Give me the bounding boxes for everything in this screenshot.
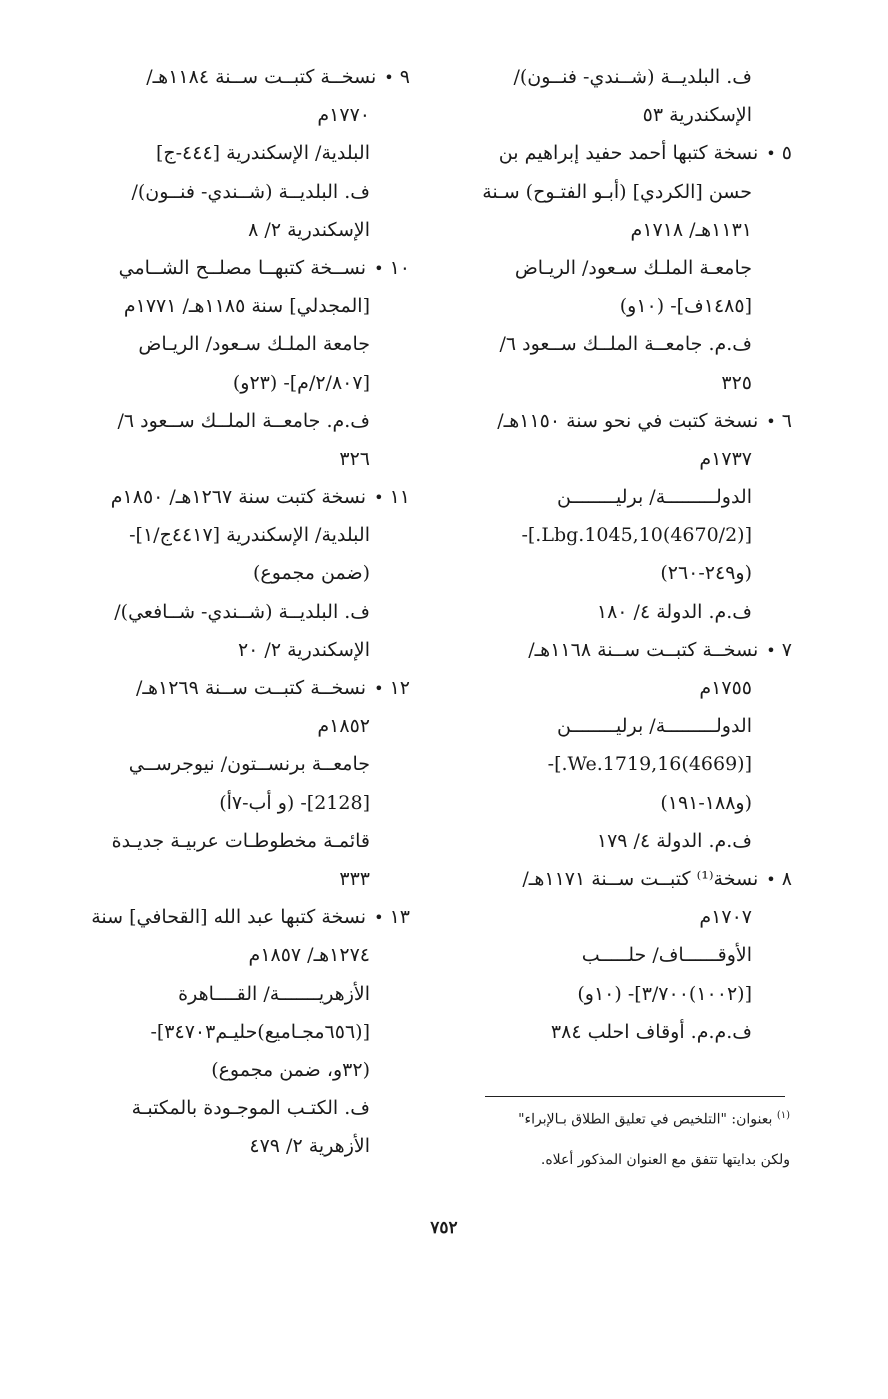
bullet-icon: • [766, 640, 776, 660]
entry-number: ٥ [781, 142, 792, 165]
entry-line [60, 1127, 410, 1165]
entry-line [452, 173, 792, 211]
entry-line [452, 134, 792, 172]
entry-line [452, 211, 792, 249]
entry-line [60, 975, 410, 1013]
entry-line [452, 822, 792, 860]
entry-line [60, 860, 410, 898]
footnote-text-1: بعنوان: "التلخيص في تعليق الطلاق بـالإبراء" [518, 1111, 773, 1128]
entry-line [452, 440, 792, 478]
entry-text: ١٧٥٥م [699, 677, 752, 699]
entry-text: [(4669)We.1719,16.]- [547, 753, 752, 776]
entry-text: ف.م. جامعــة الملــك ســعود ٦/ [117, 409, 370, 432]
entry-text: [١٤٨٥ف]- (١٠و) [619, 295, 752, 318]
entry-text: الدولـــــــــة/ برليــــــــن [556, 715, 752, 738]
entry-text: [٢/٨٠٧/م]- (٢٣و) [232, 371, 370, 394]
entry-number: ٨ [781, 867, 792, 890]
entry-line [452, 707, 792, 745]
entry-text: ف. البلديــة (شــندي- شــافعي)/ [114, 600, 370, 623]
entry-text: ف.م. جامعــة الملــك ســعود ٦/ [499, 333, 752, 356]
entry-line [60, 173, 410, 211]
entry-text: ١٧٣٧م [699, 447, 752, 470]
bullet-icon: • [374, 679, 384, 698]
entry-line [60, 593, 410, 631]
entry-line [60, 936, 410, 974]
entry-line [452, 593, 792, 631]
entry-line [452, 325, 792, 363]
entry-text: نسخة كتبها أحمد حفيد إبراهيم بن [498, 142, 759, 165]
entry-line [60, 1013, 410, 1051]
entry-text: ف. الكتـب الموجـودة بالمكتبـة [131, 1097, 370, 1120]
entry-text: الإسكندرية ٥٣ [642, 104, 752, 127]
entry-text: جامعــة برنســتون/ نيوجرســي [128, 753, 370, 776]
footnote-line-2 [440, 1152, 790, 1168]
entry-line [452, 249, 792, 287]
entry-text: ١٢٧٤هـ/ ١٨٥٧م [248, 944, 370, 967]
entry-text: ٣٢٦ [339, 447, 370, 470]
entry-line [452, 745, 792, 783]
entry-number: ٩ [399, 66, 410, 88]
entry-line [60, 898, 410, 936]
entry-line [452, 669, 792, 707]
entry-line [452, 478, 792, 516]
entry-number: ١٠ [389, 256, 410, 279]
entry-text: [المجدلي] سنة ١١٨٥هـ/ ١٧٧١م [123, 295, 370, 318]
entry-text: ف.م.م. أوقاف احلب ٣٨٤ [550, 1020, 752, 1043]
entry-line [60, 58, 410, 96]
entry-number: ١٢ [389, 677, 410, 699]
entry-text: نسخة كتبها عبد الله [القحافي] سنة [91, 906, 367, 929]
entry-line [60, 1051, 410, 1089]
bullet-icon: • [374, 258, 384, 278]
entry-text: نسخة⁽¹⁾ كتبــت ســنة ١١٧١هـ/ [522, 867, 759, 890]
entry-number: ٧ [781, 638, 792, 661]
left-column [60, 58, 410, 1165]
page-number: ٧٥٢ [430, 1218, 458, 1238]
entry-line [452, 631, 792, 669]
entry-line [60, 631, 410, 669]
entry-text: [(١٠٠٢)٣/٧٠٠]- (١٠و) [577, 982, 752, 1005]
entry-text: ف.م. الدولة ٤/ ١٧٩ [596, 829, 752, 852]
entry-text: ف. البلديــة (شــندي- فنــون)/ [131, 180, 370, 203]
entry-text: نسخة كتبت في نحو سنة ١١٥٠هـ/ [497, 409, 759, 432]
entry-line [452, 364, 792, 402]
entry-line [452, 554, 792, 592]
entry-line [60, 134, 410, 172]
entry-number: ٦ [781, 409, 792, 432]
footnote-line-1 [440, 1110, 790, 1128]
entry-line [60, 364, 410, 402]
entry-text: ١٧٧٠م [317, 104, 370, 127]
entry-text: ١٨٥٢م [317, 715, 370, 738]
entry-text: ١٧٠٧م [699, 906, 752, 929]
entry-line [452, 860, 792, 898]
footnote-separator [485, 1096, 785, 1097]
entry-text: ٣٢٥ [721, 371, 752, 394]
entry-text: قائمـة مخطوطـات عربيـة جديـدة [111, 829, 370, 852]
bullet-icon: • [374, 488, 384, 508]
entry-text: البلدية/ الإسكندرية [٤٤٤-ج] [155, 142, 370, 165]
entry-line [452, 975, 792, 1013]
entry-line [60, 707, 410, 745]
entry-text: جامعـة الملـك سـعود/ الريـاض [514, 256, 752, 279]
entry-text: نسخــة كتبــت ســنة ١٢٦٩هـ/ [136, 677, 367, 699]
entry-number: ١٣ [389, 906, 410, 929]
entry-text: نسخــة كتبــت ســنة ١١٨٤هـ/ [146, 66, 377, 88]
entry-text: الأوقــــــاف/ حلـــــب [581, 944, 752, 967]
entry-text: الإسكندرية ٢/ ٢٠ [237, 638, 370, 661]
entry-line [60, 211, 410, 249]
entry-line [452, 898, 792, 936]
entry-line [452, 402, 792, 440]
entry-line [60, 784, 410, 822]
entry-text: [(4670/2)Lbg.1045,10.]- [521, 524, 752, 547]
entry-text: (و١٨٨-١٩١) [660, 791, 752, 814]
entry-line [60, 249, 410, 287]
entry-text: (ضمن مجموع) [252, 562, 370, 585]
entry-line [452, 936, 792, 974]
entry-text: [2128]- (و أب-٧أ) [219, 791, 370, 814]
entry-line [60, 1089, 410, 1127]
bullet-icon: • [374, 908, 384, 928]
entry-line [60, 745, 410, 783]
entry-line [60, 287, 410, 325]
entry-text: [(٦٥٦مجـاميع)حليـم٣٤٧٠٣]- [150, 1020, 370, 1043]
footnote-marker: (١) [776, 1110, 790, 1121]
entry-line [60, 440, 410, 478]
bullet-icon: • [766, 144, 776, 164]
entry-line [60, 822, 410, 860]
bullet-icon: • [384, 68, 394, 87]
entry-text: ف.م. الدولة ٤/ ١٨٠ [596, 600, 752, 623]
entry-line [60, 516, 410, 554]
entry-text: الإسكندرية ٢/ ٨ [248, 218, 370, 241]
entry-line [452, 287, 792, 325]
entry-line [60, 325, 410, 363]
entry-text: (٣٢و، ضمن مجموع) [211, 1058, 370, 1081]
entry-text: الأزهرية ٢/ ٤٧٩ [249, 1135, 370, 1158]
entry-text: حسن [الكردي] (أبـو الفتـوح) سـنة [482, 180, 752, 203]
entry-text: البلدية/ الإسكندرية [٤٤١٧ج/١]- [129, 524, 370, 547]
entry-line [60, 669, 410, 707]
right-column [452, 58, 792, 1051]
entry-line [60, 554, 410, 592]
bullet-icon: • [766, 869, 776, 889]
entry-text: (و٢٤٩-٢٦٠) [660, 562, 752, 585]
entry-line [452, 784, 792, 822]
entry-text: ف. البلديــة (شــندي- فنــون)/ [513, 66, 752, 88]
entry-text: جامعة الملـك سـعود/ الريـاض [138, 333, 370, 356]
footnote-text-2: ولكن بدايتها تتفق مع العنوان المذكور أعلاه. [540, 1152, 790, 1168]
entry-line [452, 96, 792, 134]
bullet-icon: • [766, 411, 776, 431]
entry-line [60, 96, 410, 134]
entry-line [60, 402, 410, 440]
entry-text: نسخة كتبت سنة ١٢٦٧هـ/ ١٨٥٠م [110, 486, 367, 509]
entry-text: نسخــة كتبــت ســنة ١١٦٨هـ/ [528, 638, 759, 661]
entry-text: ٣٣٣ [339, 867, 370, 890]
entry-text: ١١٣١هـ/ ١٧١٨م [630, 218, 752, 241]
entry-text: نســخة كتبهــا مصلــح الشــامي [118, 256, 367, 279]
entry-text: الأزهريـــــــة/ القــــاهرة [178, 982, 370, 1005]
entry-line [60, 478, 410, 516]
entry-line [452, 1013, 792, 1051]
entry-text: الدولـــــــــة/ برليــــــــن [556, 486, 752, 509]
entry-line [452, 516, 792, 554]
entry-number: ١١ [389, 486, 410, 509]
entry-line [452, 58, 792, 96]
